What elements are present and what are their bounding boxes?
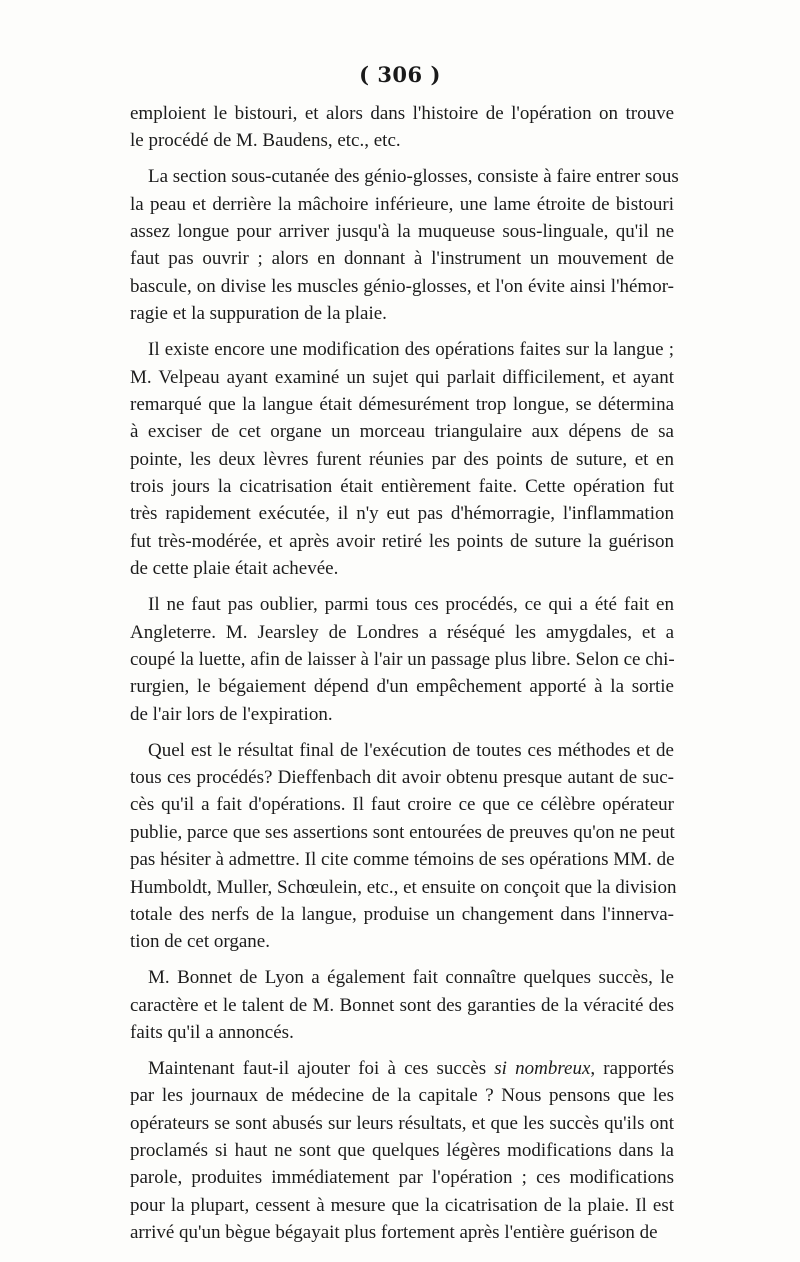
text-line: remarqué que la langue était démesurément trop longue, se détermina [130,393,674,415]
text-line: trois jours la cicatrisation était entièrement faite. Cette opération fut [130,476,674,498]
text-line: tion de cet organe. [130,931,270,953]
paragraph [130,163,679,327]
text-line: coupé la luette, afin de laisser à l'air un passage plus libre. Selon ce chi- [130,648,675,670]
text-line: assez longue pour arriver jusqu'à la muqueuse sous-linguale, qu'il ne [130,221,674,243]
text-line: fut très-modérée, et après avoir retiré les points de suture la guérison [130,530,674,552]
text-line: publie, parce que ses assertions sont entourées de preuves qu'on ne peut [130,821,675,843]
text-line: caractère et le talent de M. Bonnet sont des garanties de la véracité des [130,994,674,1016]
paragraph [130,964,674,1046]
paragraph [130,100,674,155]
text-line: totale des nerfs de la langue, produise un changement dans l'innerva- [130,903,674,925]
text-line: pas hésiter à admettre. Il cite comme témoins de ses opérations MM. de [130,849,675,871]
text-line: la peau et derrière la mâchoire inférieure, une lame étroite de bistouri [130,193,674,215]
paragraph [130,737,677,956]
text-line: proclamés si haut ne sont que quelques légères modifications dans la [130,1140,674,1162]
text-line: par les journaux de médecine de la capitale ? Nous pensons que les [130,1085,674,1107]
text-line: M. Bonnet de Lyon a également fait connaître quelques succès, le [148,967,674,989]
text-line: Il ne faut pas oublier, parmi tous ces procédés, ce qui a été fait en [148,594,674,616]
text-line: La section sous-cutanée des génio-glosses, consiste à faire entrer sous [148,166,679,188]
text-line: tous ces procédés? Dieffenbach dit avoir obtenu presque autant de suc- [130,766,674,788]
text-line: M. Velpeau ayant examiné un sujet qui parlait difficilement, et ayant [130,366,674,388]
text-line: arrivé qu'un bègue bégayait plus fortement après l'entière guérison de [130,1222,658,1244]
paragraph [130,336,674,583]
text-line: opérateurs se sont abusés sur leurs résultats, et que les succès qu'ils ont [130,1112,674,1134]
text-line: Humboldt, Muller, Schœulein, etc., et ensuite on conçoit que la division [130,876,677,898]
text-line: faut pas ouvrir ; alors en donnant à l'instrument un mouvement de [130,248,674,270]
text-line: Quel est le résultat final de l'exécution de toutes ces méthodes et de [148,739,674,761]
page-number: ( 306 ) [359,62,441,87]
text-line: de l'air lors de l'expiration. [130,703,333,725]
text-line: de cette plaie était achevée. [130,558,339,580]
text-line: bascule, on divise les muscles génio-glosses, et l'on évite ainsi l'hémor- [130,275,674,297]
text-line: Il existe encore une modification des opérations faites sur la langue ; [148,339,674,361]
text-line: pointe, les deux lèvres furent réunies par des points de suture, et en [130,448,674,470]
paragraph [130,591,674,728]
text-line: faits qu'il a annoncés. [130,1022,294,1043]
text-line: ragie et la suppuration de la plaie. [130,303,387,325]
text-line: très rapidement exécutée, il n'y eut pas d'hémorragie, l'inflammation [130,503,674,525]
paragraph [130,1055,674,1247]
body-text [130,100,679,1255]
text-line: à exciser de cet organe un morceau triangulaire aux dépens de sa [130,421,674,443]
text-line: le procédé de M. Baudens, etc., etc. [130,130,401,152]
text-line: pour la plupart, cessent à mesure que la cicatrisation de la plaie. Il est [130,1194,674,1216]
text-line: Angleterre. M. Jearsley de Londres a réséqué les amygdales, et a [130,621,674,643]
emphasis: si nombreux [494,1057,591,1079]
text-line: rurgien, le bégaiement dépend d'un empêchement apporté à la sortie [130,676,674,698]
text-line: emploient le bistouri, et alors dans l'histoire de l'opération on trouve [130,103,674,124]
text-line: Maintenant faut-il ajouter foi à ces succès si nombreux, rapportés [148,1057,675,1079]
text-line: parole, produites immédiatement par l'opération ; ces modifications [130,1167,674,1189]
text-line: cès qu'il a fait d'opérations. Il faut croire ce que ce célèbre opérateur [130,794,674,816]
